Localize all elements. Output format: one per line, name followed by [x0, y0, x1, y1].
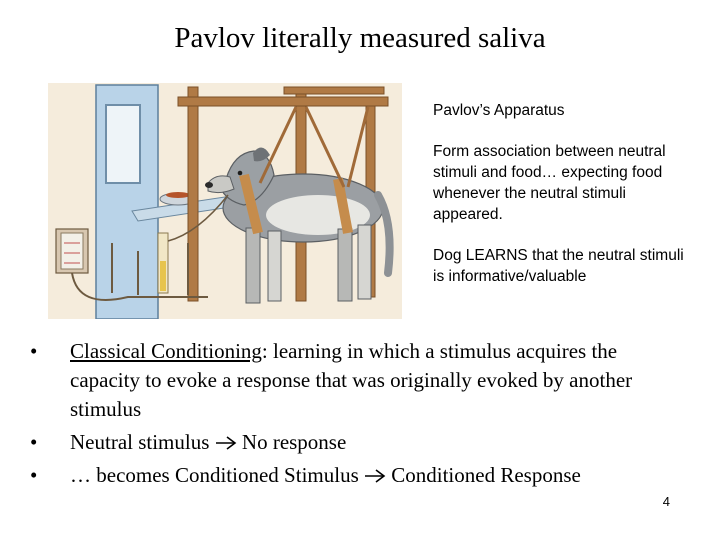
pavlov-dog-apparatus-illustration [48, 83, 402, 319]
bullet-text-before: Neutral stimulus [70, 430, 215, 454]
caption-paragraph-association: Form association between neutral stimuli and food… expecting food whenever the neutral stimuli appeared. [433, 143, 666, 223]
bullet-list [30, 337, 680, 494]
bullet-marker: • [30, 339, 38, 363]
bullet-marker: • [30, 430, 38, 454]
pavlov-apparatus-figure [48, 83, 402, 319]
bullet-text-after: No response [236, 430, 347, 454]
figure-caption [433, 100, 695, 307]
bullet-text-before: … becomes Conditioned Stimulus [70, 463, 364, 487]
bullet-classical-conditioning [30, 337, 680, 424]
page-number: 4 [662, 494, 670, 509]
right-arrow-icon [364, 469, 386, 483]
bullet-text-after: Conditioned Response [386, 463, 581, 487]
slide-title: Pavlov literally measured saliva [174, 22, 546, 54]
food [166, 192, 190, 198]
right-arrow-icon [215, 436, 237, 450]
bullet-neutral-stimulus [30, 428, 680, 457]
definition-text: learning in which a stimulus acquires the capacity to evoke a response that was originally evoked by another stimulus [70, 339, 633, 421]
caption-heading: Pavlov’s Apparatus [433, 102, 565, 119]
window [106, 105, 140, 183]
term-colon: : [261, 339, 268, 363]
bullet-conditioned-stimulus [30, 461, 680, 490]
bullet-marker: • [30, 463, 38, 487]
term-classical-conditioning: Classical Conditioning [70, 339, 262, 363]
caption-paragraph-learning: Dog LEARNS that the neutral stimuli is informative/valuable [433, 247, 684, 285]
